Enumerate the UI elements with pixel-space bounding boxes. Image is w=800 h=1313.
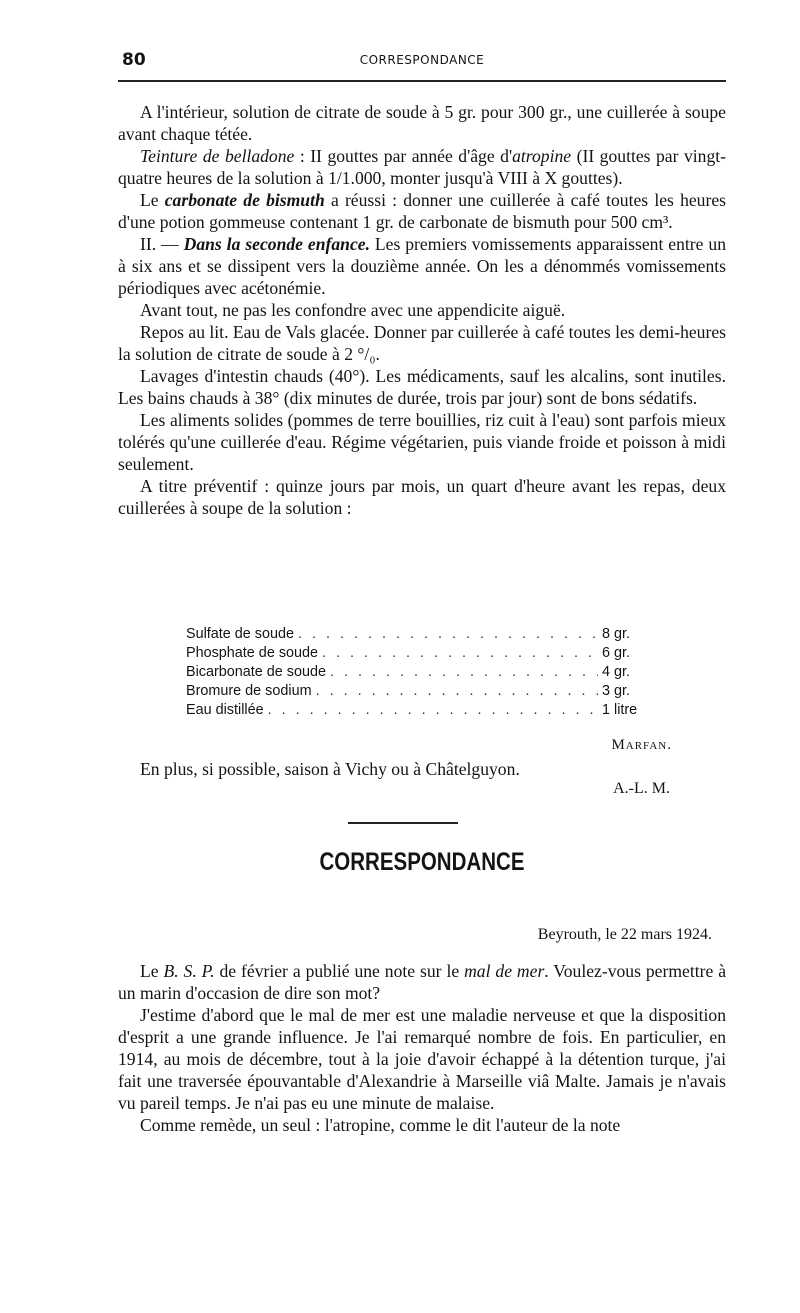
author-initials: A.-L. M. (613, 780, 670, 797)
ingredient-quantity: 3 gr. (602, 683, 631, 699)
header-rule (118, 80, 726, 82)
paragraph: Le B. S. P. de février a publié une note sur le mal de mer. Voulez-vous permettre à un marin d'occasion de dire son mot? (118, 961, 727, 1003)
ingredient-quantity: 8 gr. (602, 626, 631, 642)
running-title: CORRESPONDANCE (359, 53, 485, 67)
ingredient-name: Bicarbonate de soude (186, 664, 327, 680)
paragraph: A titre préventif : quinze jours par mois, un quart d'heure avant les repas, deux cuillerées à soupe de la solution : (118, 476, 726, 518)
formula-row (186, 626, 666, 645)
ingredient-name: Sulfate de soude (186, 626, 295, 642)
body-text-bottom (118, 960, 726, 1136)
paragraph: Teinture de belladone : II gouttes par année d'âge d'atropine (II gouttes par vingt-quatre heures de la solution à 1/1.000, monter jusqu'à VIII à X gouttes). (118, 146, 726, 188)
paragraph: II. — Dans la seconde enfance. Les premiers vomissements apparaissent entre un à six ans et se dissipent vers la douzième année. On les a dénommés vomissements périodiques avec acétonémie. (118, 234, 726, 298)
paragraph: Repos au lit. Eau de Vals glacée. Donner par cuillerée à café toutes les demi-heures la solution de citrate de soude à 2 °/₀. (118, 322, 726, 364)
page-number: 80 (122, 50, 146, 70)
page-header (118, 50, 726, 72)
ingredient-name: Bromure de sodium (186, 683, 312, 699)
section-subtitle: Dans la seconde enfance. (183, 234, 370, 254)
paragraph: A l'intérieur, solution de citrate de soude à 5 gr. pour 300 gr., une cuillerée à soupe avant chaque tétée. (118, 102, 726, 144)
paragraph: J'estime d'abord que le mal de mer est une maladie nerveuse et que la disposition d'esprit a une grande influence. Je l'ai remarqué nombre de fois. En particulier, en 1914, au mois de décembre, tout à la joie d'avoir échappé à la détention turque, j'ai fait une traversée épouvantable d'Alexandrie à Marseille viâ Malte. Jamais je n'avais vu pareil temps. Je n'ai pas eu une minute de malaise. (118, 1005, 726, 1113)
ingredient-quantity: 1 litre (602, 702, 638, 718)
closing-note: En plus, si possible, saison à Vichy ou à Châtelguyon. (140, 759, 520, 779)
topic-term: mal de mer (464, 961, 545, 981)
section-divider (348, 822, 458, 824)
paragraph: Comme remède, un seul : l'atropine, comme le dit l'auteur de la note (140, 1115, 621, 1135)
paragraph: Les aliments solides (pommes de terre bouillies, riz cuit à l'eau) sont parfois mieux tolérés qu'une cuillerée d'eau. Régime végétarien, puis viande froide et poisson à midi seulement. (118, 410, 726, 474)
prescription-formula (186, 626, 666, 721)
paragraph: Lavages d'intestin chauds (40°). Les médicaments, sauf les alcalins, sont inutiles. Les bains chauds à 38° (dix minutes de durée, trois par jour) sont de bons sédatifs. (118, 366, 726, 408)
dateline: Beyrouth, le 22 mars 1924. (537, 926, 712, 943)
formula-row (186, 664, 666, 683)
ingredient-quantity: 6 gr. (602, 645, 631, 661)
remedy-title: carbonate de bismuth (164, 190, 325, 210)
paragraph: Avant tout, ne pas les confondre avec une appendicite aiguë. (140, 300, 566, 320)
remedy-title: Teinture de belladone (140, 146, 295, 166)
formula-row (186, 702, 666, 721)
ingredient-quantity: 4 gr. (602, 664, 631, 680)
drug-name: atropine (512, 146, 572, 166)
body-text-top (118, 101, 726, 519)
formula-row (186, 683, 666, 702)
ingredient-name: Phosphate de soude (186, 645, 319, 661)
journal-abbrev: B. S. P. (163, 961, 215, 981)
paragraph: Le carbonate de bismuth a réussi : donner une cuillerée à café toutes les heures d'une potion gommeuse contenant 1 gr. de carbonate de bismuth pour 500 cm³. (118, 190, 726, 232)
formula-row (186, 645, 666, 664)
author-signature: Marfan. (611, 737, 672, 753)
section-heading: CORRESPONDANCE (319, 848, 525, 876)
ingredient-name: Eau distillée (186, 702, 264, 718)
